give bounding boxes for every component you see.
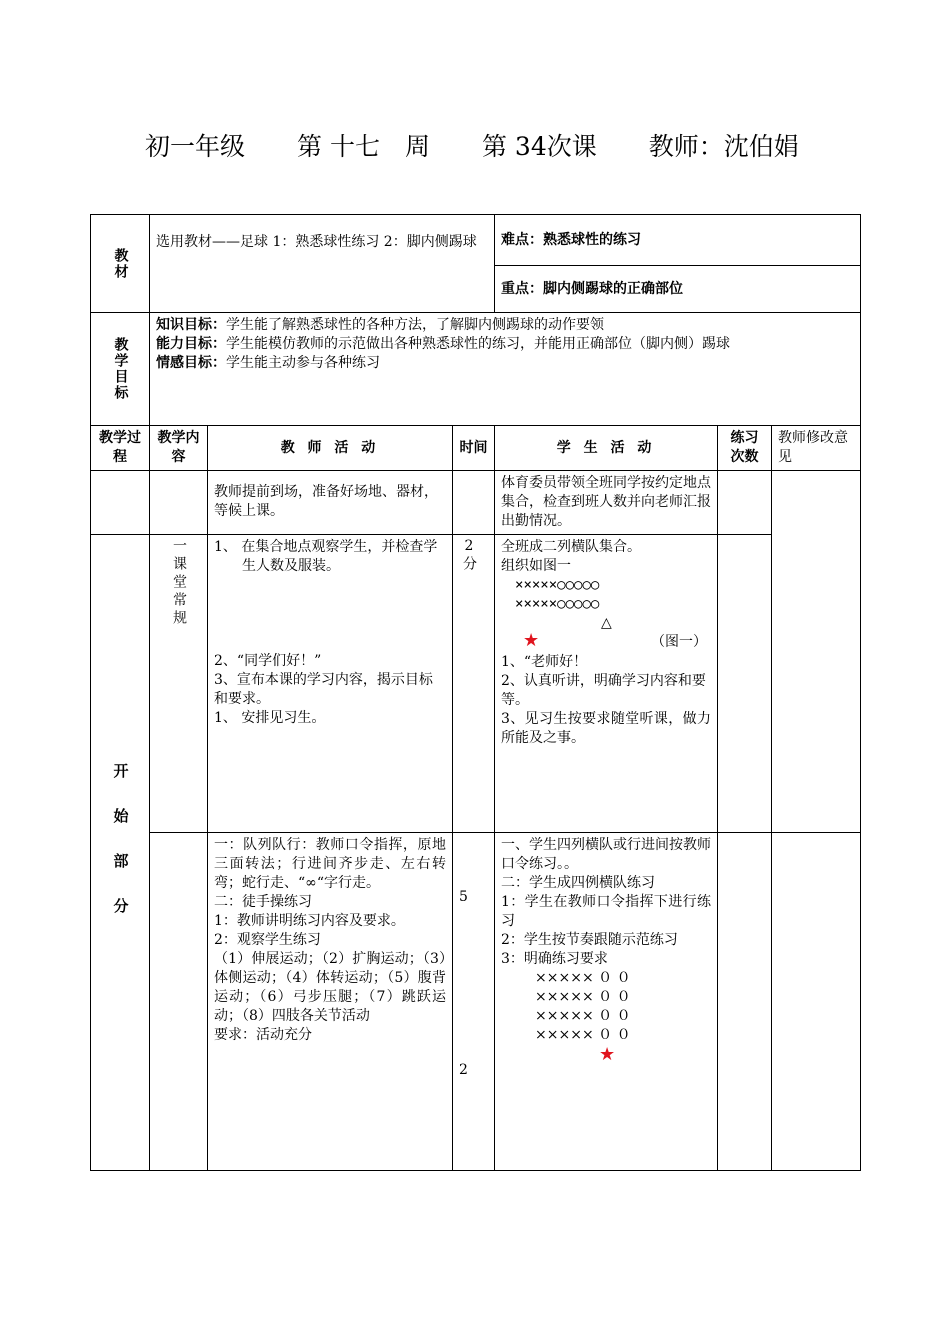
header-teacher-activity: 教 师 活 动 (208, 426, 453, 471)
pre-time-cell (453, 471, 495, 535)
pre-count-cell (718, 471, 772, 535)
header-time: 时间 (453, 426, 495, 471)
material-content-cell (150, 215, 495, 313)
drills-teacher-cell (208, 833, 453, 1171)
drills-formation (501, 969, 711, 1066)
goals-label: 教学目标 (112, 337, 129, 401)
drills-student-step-3: 1：学生在教师口令指挥下进行练习 (501, 894, 712, 929)
material-label: 教材 (112, 247, 129, 280)
drills-time-2: 2 (459, 1062, 468, 1078)
drills-student-step-2: 二：学生成四例横队练习 (501, 875, 656, 891)
drills-student-step-5: 3：明确练习要求 (501, 951, 608, 967)
routine-student-step-1: 全班成二列横队集合。 (501, 539, 642, 555)
drills-teacher-step-2: 二：徒手操练习 (214, 894, 312, 910)
routine-student-step-2: 组织如图一 (501, 558, 572, 574)
notes-cell (772, 471, 861, 833)
ability-goal-text: 学生能模仿教师的示范做出各种熟悉球性的练习，并能用正确部位（脚内侧）踢球 (226, 336, 730, 352)
routine-student-step-5: 3、见习生按要求随堂听课，做力所能及之事。 (501, 711, 712, 746)
teacher-name-label: 教师：沈伯娟 (648, 132, 799, 161)
routine-teacher-cell (208, 535, 453, 833)
drills-notes-cell (772, 833, 861, 1171)
start-section-label: 开始部分 (111, 762, 130, 943)
key-point-label: 重点： (501, 280, 544, 297)
routine-figure-line (501, 630, 711, 653)
goals-label-cell (91, 313, 150, 426)
drills-teacher-step-1: 一：队列队行：教师口令指挥，原地三面转法；行进间齐步走、左右转弯；蛇行走、“∞“字行走。 (214, 837, 446, 891)
drills-teacher-step-6: 要求：活动充分 (214, 1027, 312, 1043)
routine-content-label: 一课堂常规 (171, 538, 187, 628)
pre-content-cell (150, 471, 208, 535)
routine-formation-teacher-mark: △ (601, 615, 612, 631)
star-icon: ★ (523, 630, 540, 651)
star-icon: ★ (599, 1044, 616, 1065)
routine-count-cell (718, 535, 772, 833)
material-content: 选用教材——足球 1：熟悉球性练习 2：脚内侧踢球 (156, 234, 477, 250)
difficulty-cell (495, 215, 861, 266)
header-notes: 教师修改意见 (772, 426, 861, 471)
pre-teacher-text: 教师提前到场，准备好场地、器材，等候上课。 (214, 484, 438, 519)
routine-content-cell (150, 535, 208, 833)
drills-formation-row: ××××× ０ ０ (535, 970, 631, 986)
routine-figure-label: （图一） (651, 634, 708, 650)
header-practice-count: 练习次数 (718, 426, 772, 471)
goals-cell (150, 313, 861, 426)
ability-goal-label: 能力目标： (156, 336, 226, 352)
knowledge-goal-text: 学生能了解熟悉球性的各种方法，了解脚内侧踢球的动作要领 (226, 317, 604, 333)
week-label: 第 十七 周 (297, 132, 430, 161)
emotion-goal-text: 学生能主动参与各种练习 (226, 355, 380, 371)
ability-goal (156, 335, 854, 354)
header-process: 教学过程 (91, 426, 150, 471)
header-student-activity: 学 生 活 动 (495, 426, 718, 471)
drills-formation-row: ××××× ０ ０ (535, 1027, 631, 1043)
grade-label: 初一年级 (145, 132, 246, 161)
routine-teacher-step-2: 2、“同学们好！” (214, 653, 322, 669)
knowledge-goal-label: 知识目标： (156, 317, 226, 333)
drills-time-cell (453, 833, 495, 1171)
header-content: 教学内容 (150, 426, 208, 471)
drills-teacher-step-4: 2：观察学生练习 (214, 932, 321, 948)
difficulty-label: 难点： (501, 231, 544, 248)
drills-student-step-1: 一、学生四列横队或行进间按教师口令练习。。 (501, 837, 712, 872)
pre-student-text: 体育委员带领全班同学按约定地点集合，检查到班人数并向老师汇报出勤情况。 (501, 475, 712, 529)
lesson-heading (145, 122, 825, 172)
routine-time-cell (453, 535, 495, 833)
knowledge-goal (156, 316, 854, 335)
drills-teacher-step-5: （1）伸展运动；（2）扩胸运动；（3）体侧运动；（4）体转运动；（5）腹背运动；（6）弓步压腿；（7）跳跃运动；（8）四肢各关节活动 (214, 951, 446, 1024)
drills-formation-row: ××××× ０ ０ (535, 1008, 631, 1024)
routine-teacher-step-4: 1、 安排见习生。 (214, 710, 326, 726)
drills-student-cell (495, 833, 718, 1171)
routine-student-cell (495, 535, 718, 833)
routine-student-step-3: 1、“老师好！ (501, 654, 588, 670)
drills-student-step-4: 2：学生按节奏跟随示范练习 (501, 932, 678, 948)
drills-content-cell (150, 833, 208, 1171)
material-label-cell (91, 215, 150, 313)
lesson-number-label: 第 34次课 (481, 132, 597, 161)
pre-process-cell (91, 471, 150, 535)
emotion-goal-label: 情感目标： (156, 355, 226, 371)
pre-teacher-cell (208, 471, 453, 535)
drills-teacher-step-3: 1：教师讲明练习内容及要求。 (214, 913, 405, 929)
pre-student-cell (495, 471, 718, 535)
routine-time: 2分 (461, 538, 477, 572)
routine-teacher-step-1: 1、 在集合地点观察学生，并检查学生人数及服装。 (214, 539, 438, 574)
difficulty-text: 熟悉球性的练习 (543, 231, 642, 248)
key-point-cell (495, 266, 861, 313)
emotion-goal (156, 354, 854, 373)
routine-formation-row-2: ×××××○○○○○ (515, 596, 600, 612)
lesson-plan-table (90, 214, 861, 1171)
routine-formation-row-1: ×××××○○○○○ (515, 577, 600, 593)
routine-teacher-step-3: 3、宣布本课的学习内容，揭示目标和要求。 (214, 672, 433, 707)
key-point-text: 脚内侧踢球的正确部位 (543, 280, 684, 297)
routine-student-step-4: 2、认真听讲，明确学习内容和要等。 (501, 673, 706, 708)
drills-formation-row: ××××× ０ ０ (535, 989, 631, 1005)
drills-count-cell (718, 833, 772, 1171)
drills-time-1: 5 (459, 889, 468, 905)
start-section-cell (91, 535, 150, 1171)
